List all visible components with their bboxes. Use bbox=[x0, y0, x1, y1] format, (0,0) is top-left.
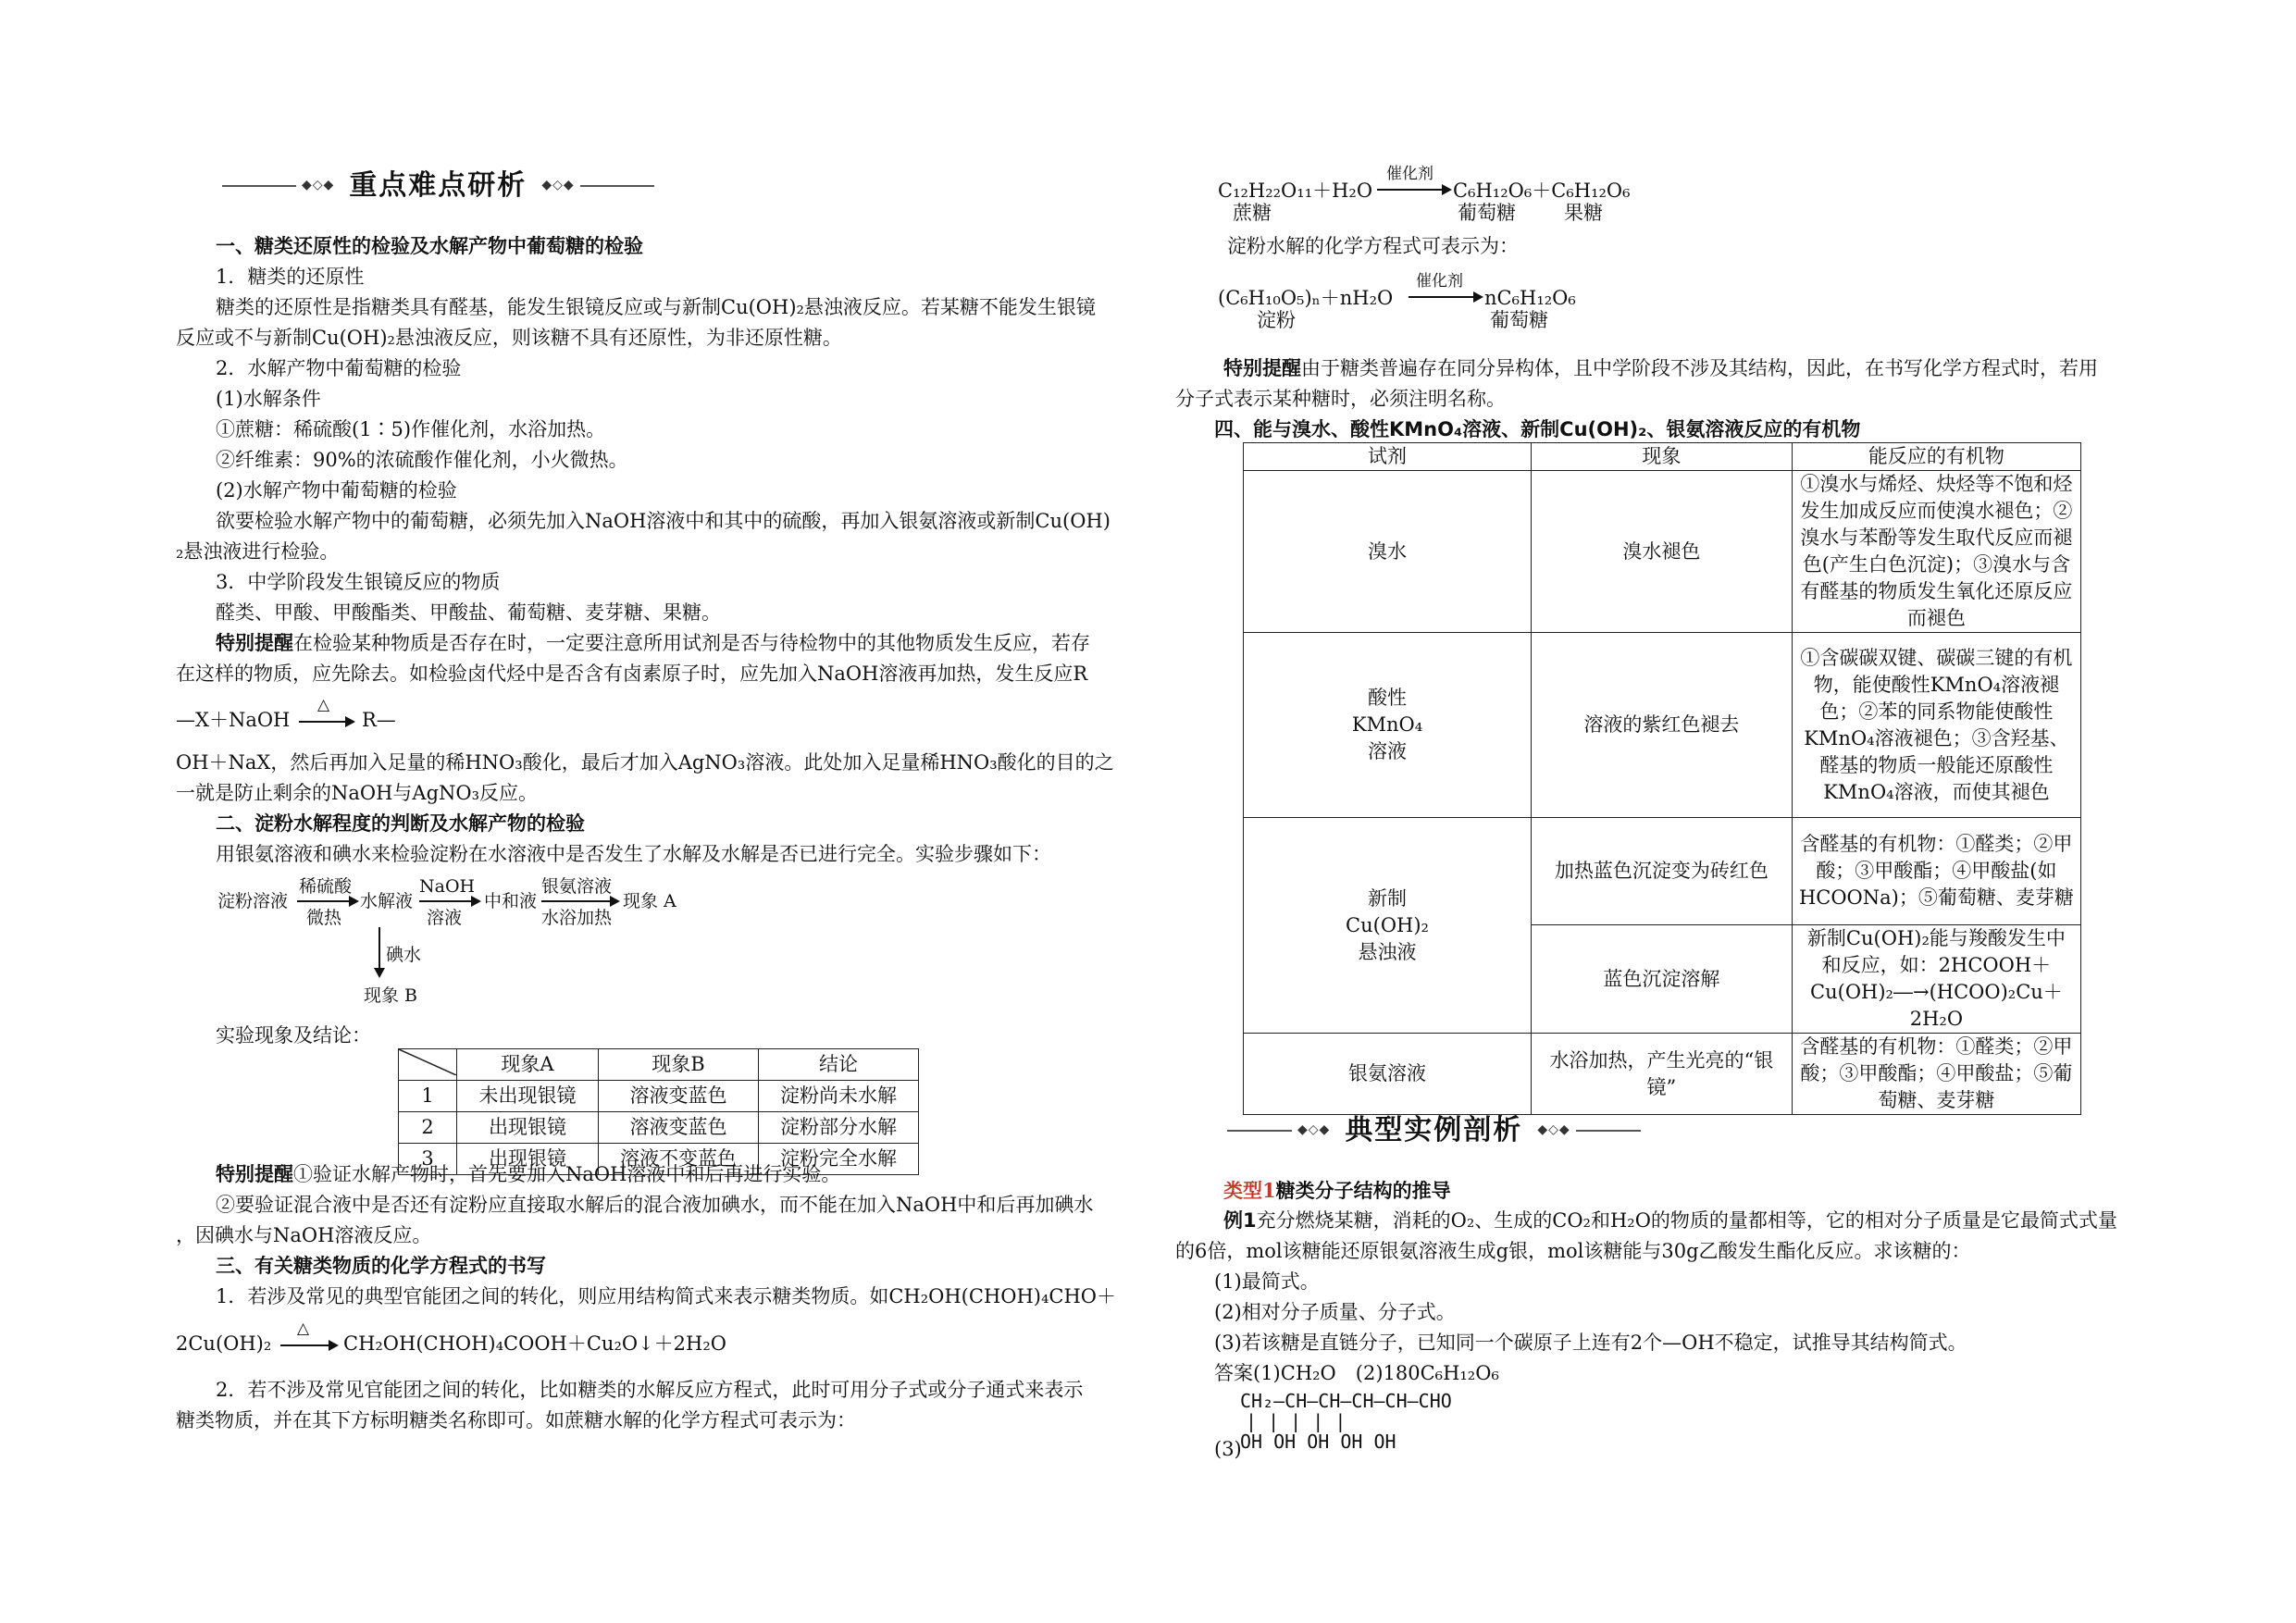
table-header-row bbox=[399, 1049, 919, 1081]
arrow-head-icon bbox=[349, 896, 359, 907]
text-line: ②纤维素：90%的浓硫酸作催化剂，小火微热。 bbox=[216, 449, 628, 471]
tip-label: 特别提醒 bbox=[216, 632, 293, 654]
equation-2-right: CH₂OH(CHOH)₄COOH＋Cu₂O↓＋2H₂O bbox=[343, 1332, 726, 1355]
equation-4-name-starch: 淀粉 bbox=[1257, 309, 1296, 331]
table-cell: 酸性KMnO₄溶液 bbox=[1244, 633, 1532, 818]
type-heading bbox=[1223, 1175, 1451, 1207]
text-line: 1．若涉及常见的典型官能团之间的转化，则应用结构简式来表示糖类物质。如CH₂OH(CHOH)₄CHO＋ bbox=[216, 1285, 1117, 1307]
sec3-title: 三、有关糖类物质的化学方程式的书写 bbox=[216, 1255, 546, 1277]
structure-bottom: OH OH OH OH OH bbox=[1240, 1431, 1396, 1453]
type-title: 糖类分子结构的推导 bbox=[1275, 1180, 1451, 1202]
table-cell: 3 bbox=[399, 1144, 457, 1175]
tip-text: ①验证水解产物时，首先要加入NaOH溶液中和后再进行实验。 bbox=[293, 1163, 841, 1185]
flow-arrow3-top: 银氨溶液 bbox=[541, 876, 613, 897]
tip2-line: ，因碘水与NaOH溶液反应。 bbox=[176, 1224, 432, 1246]
section-header-examples bbox=[1227, 1115, 1727, 1146]
table-cell: 新制Cu(OH)₂能与羧酸发生中和反应，如：2HCOOH＋Cu(OH)₂―→(HCOO)₂Cu＋2H₂O bbox=[1792, 925, 2080, 1034]
table-header: 现象A bbox=[457, 1049, 599, 1081]
example-line bbox=[1223, 1206, 2117, 1236]
question-line: (3)若该糖是直链分子，已知同一个碳原子上连有2个—OH不稳定，试推导其结构简式。 bbox=[1214, 1332, 1967, 1354]
table-cell: 溶液的紫红色褪去 bbox=[1532, 633, 1793, 818]
arrow-down-icon bbox=[374, 968, 385, 978]
equation-2-condition: △ bbox=[297, 1319, 310, 1338]
flow-step-hydrolysate: 水解液 bbox=[360, 891, 414, 911]
equation-1-arrow bbox=[299, 721, 345, 723]
flow-arrow3-bottom: 水浴加热 bbox=[541, 908, 613, 928]
table-cell: 水浴加热，产生光亮的“银镜” bbox=[1532, 1034, 1793, 1115]
flow-arrow1 bbox=[297, 900, 349, 902]
table-header: 现象B bbox=[599, 1049, 759, 1081]
flow-arrow1-bottom: 微热 bbox=[306, 908, 342, 928]
text-line: 糖类物质，并在其下方标明糖类名称即可。如蔗糖水解的化学方程式可表示为： bbox=[176, 1409, 856, 1431]
text-line: 1．糖类的还原性 bbox=[216, 266, 365, 288]
equation-3-arrow bbox=[1377, 189, 1442, 191]
table-cell: 淀粉部分水解 bbox=[759, 1112, 919, 1144]
text-line: ₂悬浊液进行检验。 bbox=[176, 540, 340, 563]
table-row bbox=[399, 1112, 919, 1144]
text-line: 糖类的还原性是指糖类具有醛基，能发生银镜反应或与新制Cu(OH)₂悬浊液反应。若某糖不能发生银镜 bbox=[216, 296, 1096, 318]
header-title: 典型实例剖析 bbox=[1345, 1114, 1523, 1146]
header-ornament-right: ◆◇◆ bbox=[1537, 1122, 1570, 1137]
flow-arrow2 bbox=[419, 900, 471, 902]
example-text: 充分燃烧某糖，消耗的O₂、生成的CO₂和H₂O的物质的量都相等，它的相对分子质量是它最简式式量 bbox=[1256, 1209, 2117, 1232]
equation-3-name-glucose: 葡萄糖 bbox=[1458, 202, 1516, 224]
header-rule-right bbox=[1576, 1130, 1641, 1132]
table-row bbox=[1244, 471, 2081, 633]
sec2-title: 二、淀粉水解程度的判断及水解产物的检验 bbox=[216, 812, 585, 835]
flow-result-a: 现象 A bbox=[623, 891, 676, 911]
equation-3-condition: 催化剂 bbox=[1386, 165, 1433, 183]
table-cell: 未出现银镜 bbox=[457, 1081, 599, 1112]
table-cell: 含醛基的有机物：①醛类；②甲酸；③甲酸酯；④甲酸盐；⑤葡萄糖、麦芽糖 bbox=[1792, 1034, 2080, 1115]
equation-4-condition: 催化剂 bbox=[1416, 272, 1463, 291]
table-cell: 淀粉完全水解 bbox=[759, 1144, 919, 1175]
text-line: 2．水解产物中葡萄糖的检验 bbox=[216, 357, 462, 379]
example-label: 例1 bbox=[1223, 1209, 1257, 1232]
flow-arrow1-top: 稀硫酸 bbox=[299, 876, 353, 897]
tip1-line: 在这样的物质，应先除去。如检验卤代烃中是否含有卤素原子时，应先加入NaOH溶液再加热，发生反应R bbox=[176, 663, 1088, 685]
sec1-title: 一、糖类还原性的检验及水解产物中葡萄糖的检验 bbox=[216, 235, 643, 257]
table-cell: 出现银镜 bbox=[457, 1112, 599, 1144]
header-ornament-left: ◆◇◆ bbox=[1297, 1122, 1331, 1137]
text-line: 用银氨溶液和碘水来检验淀粉在水溶液中是否发生了水解及水解是否已进行完全。实验步骤如下： bbox=[216, 843, 1051, 865]
text-line: (1)水解条件 bbox=[216, 388, 321, 410]
sec4-title: 四、能与溴水、酸性KMnO₄溶液、新制Cu(OH)₂、银氨溶液反应的有机物 bbox=[1214, 418, 1861, 440]
text-line: 2．若不涉及常见官能团之间的转化，比如糖类的水解反应方程式，此时可用分子式或分子通式来表示 bbox=[216, 1379, 1084, 1401]
table-cell: 溴水褪色 bbox=[1532, 471, 1793, 633]
table-corner-cell bbox=[399, 1049, 457, 1081]
flow-result-b: 现象 B bbox=[364, 985, 418, 1006]
table-cell: 溶液变蓝色 bbox=[599, 1112, 759, 1144]
text-line: 3．中学阶段发生银镜反应的物质 bbox=[216, 571, 501, 593]
flow-arrow2-top: NaOH bbox=[419, 876, 476, 897]
arrow-head-icon bbox=[1442, 184, 1452, 195]
text-line: 反应或不与新制Cu(OH)₂悬浊液反应，则该糖不具有还原性，为非还原性糖。 bbox=[176, 327, 842, 349]
arrow-head-icon bbox=[471, 896, 481, 907]
arrow-head-icon bbox=[329, 1340, 339, 1351]
answer-line: 答案(1)CH₂O (2)180C₆H₁₂O₆ bbox=[1214, 1362, 1499, 1384]
section-header-key-points bbox=[222, 170, 722, 201]
header-ornament-left: ◆◇◆ bbox=[302, 178, 335, 192]
type-label: 类型1 bbox=[1223, 1179, 1276, 1202]
structure-top: CH₂—CH—CH—CH—CH—CHO bbox=[1240, 1390, 1452, 1412]
equation-1-right: R— bbox=[362, 709, 396, 731]
equation-2-left: 2Cu(OH)₂ bbox=[176, 1332, 272, 1355]
table-header: 现象 bbox=[1532, 443, 1793, 471]
flow-arrow3 bbox=[541, 900, 610, 902]
question-line: (1)最简式。 bbox=[1214, 1270, 1320, 1293]
tip2-line bbox=[216, 1159, 840, 1190]
equation-1-condition: △ bbox=[317, 696, 330, 714]
experiment-table bbox=[398, 1048, 919, 1175]
header-title: 重点难点研析 bbox=[349, 169, 527, 202]
organic-reaction-table bbox=[1243, 442, 2081, 1115]
question-line: (2)相对分子质量、分子式。 bbox=[1214, 1301, 1456, 1323]
tip1-line: OH＋NaX，然后再加入足量的稀HNO₃酸化，最后才加入AgNO₃溶液。此处加入足量稀HNO₃酸化的目的之 bbox=[176, 751, 1114, 774]
table-cell: 出现银镜 bbox=[457, 1144, 599, 1175]
structure-bonds: | | | | | bbox=[1246, 1410, 1347, 1432]
table-header-row bbox=[1244, 443, 2081, 471]
arrow-head-icon bbox=[345, 716, 355, 727]
table-row bbox=[399, 1081, 919, 1112]
table-header: 能反应的有机物 bbox=[1792, 443, 2080, 471]
text-line: 醛类、甲酸、甲酸酯类、甲酸盐、葡萄糖、麦芽糖、果糖。 bbox=[216, 601, 721, 624]
table-cell: ①溴水与烯烃、炔烃等不饱和烃发生加成反应而使溴水褪色；②溴水与苯酚等发生取代反应而褪色(产生白色沉淀)；③溴水与含有醛基的物质发生氧化还原反应而褪色 bbox=[1792, 471, 2080, 633]
structure-label: (3) bbox=[1214, 1438, 1242, 1460]
tip3-line bbox=[1223, 353, 2098, 384]
table-cell: 蓝色沉淀溶解 bbox=[1532, 925, 1793, 1034]
tip1-line: 一就是防止剩余的NaOH与AgNO₃反应。 bbox=[176, 782, 539, 804]
equation-4-left: (C₆H₁₀O₅)ₙ＋nH₂O bbox=[1218, 287, 1394, 309]
text-line: 欲要检验水解产物中的葡萄糖，必须先加入NaOH溶液中和其中的硫酸，再加入银氨溶液或新制Cu(OH) bbox=[216, 510, 1111, 532]
table-cell: 淀粉尚未水解 bbox=[759, 1081, 919, 1112]
table-cell: 溶液不变蓝色 bbox=[599, 1144, 759, 1175]
equation-4-name-glucose: 葡萄糖 bbox=[1490, 309, 1548, 331]
result-label: 实验现象及结论： bbox=[216, 1024, 371, 1047]
equation-4-right: nC₆H₁₂O₆ bbox=[1484, 287, 1576, 309]
arrow-head-icon bbox=[1473, 291, 1483, 303]
tip-text: 在检验某种物质是否存在时，一定要注意所用试剂是否与待检物中的其他物质发生反应，若存 bbox=[293, 632, 1090, 654]
equation-3-name-sucrose: 蔗糖 bbox=[1233, 202, 1272, 224]
table-cell: 2 bbox=[399, 1112, 457, 1144]
table-cell: 新制Cu(OH)₂悬浊液 bbox=[1244, 818, 1532, 1034]
flow-step-starch: 淀粉溶液 bbox=[217, 891, 289, 911]
table-row bbox=[1244, 818, 2081, 925]
flow-arrow2-bottom: 溶液 bbox=[427, 908, 463, 928]
tip-text: 由于糖类普遍存在同分异构体，且中学阶段不涉及其结构，因此，在书写化学方程式时，若用 bbox=[1301, 357, 2098, 379]
table-row bbox=[1244, 1034, 2081, 1115]
table-cell: 溶液变蓝色 bbox=[599, 1081, 759, 1112]
equation-3-name-fructose: 果糖 bbox=[1564, 202, 1603, 224]
equation-3-left: C₁₂H₂₂O₁₁＋H₂O bbox=[1218, 180, 1373, 202]
equation-4-arrow bbox=[1409, 296, 1473, 298]
flow-step-neutralized: 中和液 bbox=[484, 891, 538, 911]
tip1-line bbox=[216, 628, 1090, 659]
table-cell: 加热蓝色沉淀变为砖红色 bbox=[1532, 818, 1793, 925]
diagonal-line-icon bbox=[399, 1049, 456, 1075]
table-cell: 溴水 bbox=[1244, 471, 1532, 633]
equation-1-left: —X＋NaOH bbox=[176, 709, 291, 731]
table-cell: 1 bbox=[399, 1081, 457, 1112]
text-line: (2)水解产物中葡萄糖的检验 bbox=[216, 479, 457, 502]
table-cell: 含醛基的有机物：①醛类；②甲酸；③甲酸酯；④甲酸盐(如HCOONa)；⑤葡萄糖、麦芽糖 bbox=[1792, 818, 2080, 925]
header-rule-right bbox=[580, 185, 654, 187]
header-ornament-right: ◆◇◆ bbox=[541, 178, 575, 192]
equation-3-right: C₆H₁₂O₆＋C₆H₁₂O₆ bbox=[1453, 180, 1631, 202]
text-line: 淀粉水解的化学方程式可表示为： bbox=[1227, 235, 1519, 257]
table-cell: 银氨溶液 bbox=[1244, 1034, 1532, 1115]
tip2-line: ②要验证混合液中是否还有淀粉应直接取水解后的混合液加碘水，而不能在加入NaOH中和后再加碘水 bbox=[216, 1194, 1094, 1216]
table-cell: ①含碳碳双键、碳碳三键的有机物，能使酸性KMnO₄溶液褪色；②苯的同系物能使酸性KMnO₄溶液褪色；③含羟基、醛基的物质一般能还原酸性KMnO₄溶液，而使其褪色 bbox=[1792, 633, 2080, 818]
table-header: 试剂 bbox=[1244, 443, 1532, 471]
flow-down-label: 碘水 bbox=[386, 945, 422, 965]
tip3-line: 分子式表示某种糖时，必须注明名称。 bbox=[1175, 388, 1506, 410]
example-line: 的6倍，mol该糖能还原银氨溶液生成g银，mol该糖能与30g乙酸发生酯化反应。求该糖的： bbox=[1175, 1240, 1971, 1262]
equation-2-arrow bbox=[280, 1344, 329, 1346]
header-rule-left bbox=[1227, 1130, 1292, 1132]
table-row bbox=[1244, 633, 2081, 818]
table-header: 结论 bbox=[759, 1049, 919, 1081]
tip-label: 特别提醒 bbox=[216, 1163, 293, 1185]
tip-label: 特别提醒 bbox=[1223, 357, 1301, 379]
text-line: ①蔗糖：稀硫酸(1∶5)作催化剂，水浴加热。 bbox=[216, 418, 606, 440]
header-rule-left bbox=[222, 185, 296, 187]
flow-down-line bbox=[379, 927, 380, 968]
